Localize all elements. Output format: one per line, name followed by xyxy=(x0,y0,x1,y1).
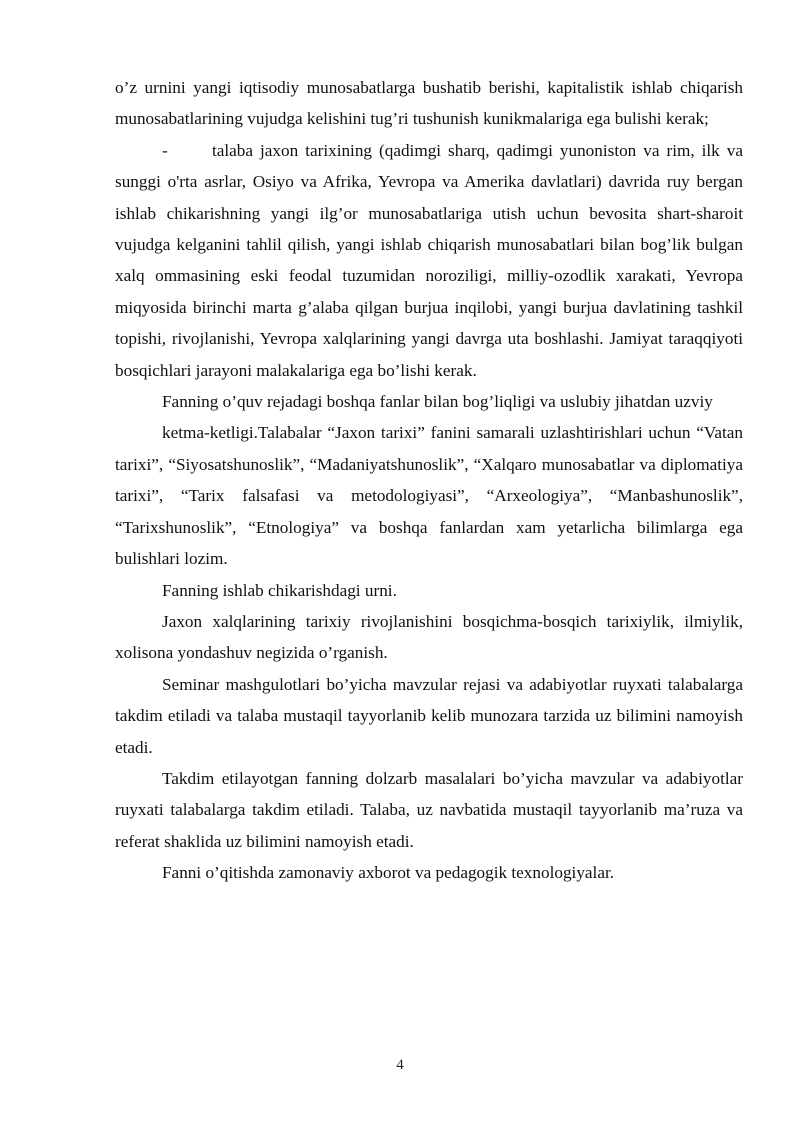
paragraph: Fanning ishlab chikarishdagi urni. xyxy=(162,580,397,600)
bullet-paragraph xyxy=(115,135,743,386)
paragraph: Seminar mashgulotlari bo’yicha mavzular rejasi va adabiyotlar ruyxati talabalarga takdim etiladi va talaba mustaqil tayyorlanib kelib munozara tarzida uz bilimini namoyish etadi. xyxy=(115,674,743,757)
page-number: 4 xyxy=(396,1057,404,1073)
paragraph: Jaxon xalqlarining tarixiy rivojlanishini bosqichma-bosqich tarixiylik, ilmiylik, xolisona yondashuv negizida o’rganish. xyxy=(115,611,743,663)
bullet-text: talaba jaxon tarixining (qadimgi sharq, qadimgi yunoniston va rim, ilk va sunggi o'rta asrlar, Osiyo va Afrika, Yevropa va Amerika davlatlari) davrida ruy bergan ishlab chikarishning yangi ilg’or munosabatlariga utish uchun bevosita shart-sharoit vujudga kelganini tahlil qilish, yangi ishlab chiqarish munosabatlari bilan bog’lik bulgan xalq ommasining eski feodal tuzumidan noroziligi, milliy-ozodlik xarakati, Yevropa miqyosida birinchi marta g’alaba qilgan burjua inqilobi, yangi burjua davlatining tashkil topishi, rivojlanishi, Yevropa xalqlarining yangi davrga uta boshlashi. Jamiyat taraqqiyoti bosqichlari jarayoni malakalariga ega bo’lishi kerak. xyxy=(115,140,743,380)
paragraph: ketma-ketligi.Talabalar “Jaxon tarixi” fanini samarali uzlashtirishlari uchun “Vatan tarixi”, “Siyosatshunoslik”, “Madaniyatshunoslik”, “Xalqaro munosabatlar va diplomatiya tarixi”, “Tarix falsafasi va metodologiyasi”, “Arxeologiya”, “Manbashunoslik”, “Tarixshunoslik”, “Etnologiya” va boshqa fanlardan xam yetarlicha bilimlarga ega bulishlari lozim. xyxy=(115,423,743,569)
paragraph: Fanning o’quv rejadagi boshqa fanlar bilan bog’liqligi va uslubiy jihatdan uzviy xyxy=(162,392,713,412)
paragraph: o’z urnini yangi iqtisodiy munosabatlarga bushatib berishi, kapitalistik ishlab chiqarish munosabatlarining vujudga kelishini tug’ri tushunish kunikmalariga ega bulishi kerak; xyxy=(115,78,743,129)
body-text xyxy=(115,72,743,889)
bullet-dash: - xyxy=(162,140,168,160)
paragraph: Takdim etilayotgan fanning dolzarb masalalari bo’yicha mavzular va adabiyotlar ruyxati talabalarga takdim etiladi. Talaba, uz navbatida mustaqil tayyorlanib ma’ruza va referat shaklida uz bilimini namoyish etadi. xyxy=(115,768,743,851)
paragraph: Fanni o’qitishda zamonaviy axborot va pedagogik texnologiyalar. xyxy=(162,863,615,883)
